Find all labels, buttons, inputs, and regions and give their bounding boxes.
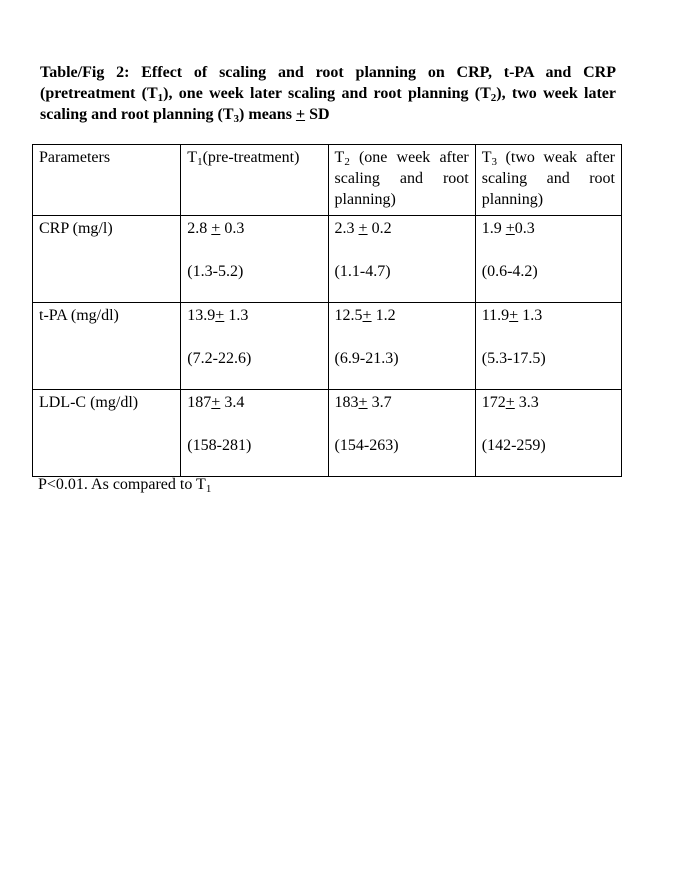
header-parameters (33, 145, 181, 216)
plus-minus-sign: + (211, 220, 221, 237)
sd-value: 3.7 (367, 394, 392, 411)
header-t3-text: (two weak after scaling and root planning) (481, 149, 615, 208)
plus-minus-sign: + (509, 307, 519, 324)
mean-sd (335, 305, 469, 326)
row-parameter (33, 390, 181, 477)
range-value: (158-281) (187, 437, 252, 454)
cell-t3 (475, 390, 621, 477)
table-row (33, 216, 622, 303)
caption-plus-minus: + (295, 106, 306, 123)
mean-sd (482, 305, 615, 326)
cell-t1 (181, 216, 328, 303)
mean-value: 172 (481, 394, 506, 411)
header-t3 (475, 145, 621, 216)
cell-t3 (475, 216, 621, 303)
row-parameter (33, 216, 181, 303)
header-t2-text: (one week after scaling and root planning) (334, 149, 469, 208)
header-t2 (328, 145, 475, 216)
mean-sd (482, 392, 615, 413)
plus-minus-sign: + (505, 220, 515, 237)
mean-value: 2.3 (334, 220, 359, 237)
plus-minus-sign: + (362, 307, 372, 324)
caption-text-3: ), two week later scaling and root planning (T (40, 85, 616, 123)
mean-sd (335, 218, 469, 239)
caption-subscript-2: 2 (490, 92, 497, 104)
mean-value: 1.9 (481, 220, 506, 237)
mean-value: 183 (334, 394, 359, 411)
range-value: (1.3-5.2) (187, 263, 244, 280)
plus-minus-sign: + (215, 307, 225, 324)
mean-sd (187, 218, 321, 239)
caption-subscript-1: 1 (157, 92, 164, 104)
range-value: (0.6-4.2) (481, 263, 538, 280)
plus-minus-sign: + (505, 394, 515, 411)
sd-value: 1.3 (518, 307, 543, 324)
range-value: (7.2-22.6) (187, 350, 252, 367)
row-parameter (33, 303, 181, 390)
sd-value: 0.3 (220, 220, 245, 237)
caption-subscript-3: 3 (233, 113, 240, 125)
table-caption (40, 62, 616, 125)
parameter-label: CRP (mg/l) (39, 220, 113, 237)
cell-t3 (475, 303, 621, 390)
table-row (33, 303, 622, 390)
range-value: (6.9-21.3) (334, 350, 399, 367)
range-value: (142-259) (481, 437, 546, 454)
cell-t1 (181, 390, 328, 477)
header-parameters-label: Parameters (39, 149, 111, 166)
plus-minus-sign: + (211, 394, 221, 411)
header-t1 (181, 145, 328, 216)
header-t2-sub: 2 (344, 156, 350, 168)
range-value: (1.1-4.7) (334, 263, 391, 280)
sd-value: 1.3 (224, 307, 249, 324)
parameter-label: t-PA (mg/dl) (39, 307, 119, 324)
range-value: (154-263) (334, 437, 399, 454)
caption-text-2: ), one week later scaling and root planning (T (163, 85, 491, 102)
mean-value: 12.5 (334, 307, 363, 324)
table-footnote (38, 476, 211, 494)
sd-value: 3.4 (220, 394, 245, 411)
footnote-text: P<0.01. As compared to T (38, 476, 206, 493)
header-t3-letter: T (481, 149, 492, 166)
cell-t1 (181, 303, 328, 390)
results-table (32, 144, 622, 477)
sd-value: 1.2 (371, 307, 396, 324)
table-header-row (33, 145, 622, 216)
mean-value: 2.8 (187, 220, 212, 237)
header-t1-text: (pre-treatment) (202, 149, 300, 166)
mean-value: 11.9 (481, 307, 510, 324)
caption-text-5: SD (305, 106, 330, 123)
parameter-label: LDL-C (mg/dl) (39, 394, 139, 411)
sd-value: 3.3 (514, 394, 539, 411)
mean-sd (335, 392, 469, 413)
cell-t2 (328, 303, 475, 390)
mean-value: 187 (187, 394, 212, 411)
table-row (33, 390, 622, 477)
cell-t2 (328, 216, 475, 303)
plus-minus-sign: + (358, 220, 368, 237)
caption-text-1: Table/Fig 2: Effect of scaling and root planning on CRP, t-PA and CRP (pretreatment (T (40, 64, 616, 102)
caption-text-4: ) means (239, 106, 296, 123)
range-value: (5.3-17.5) (481, 350, 546, 367)
cell-t2 (328, 390, 475, 477)
mean-sd (482, 218, 615, 239)
header-t2-letter: T (334, 149, 345, 166)
header-t1-sub: 1 (197, 156, 203, 168)
footnote-subscript: 1 (205, 483, 212, 495)
header-t1-letter: T (187, 149, 198, 166)
sd-value: 0.3 (514, 220, 535, 237)
plus-minus-sign: + (358, 394, 368, 411)
sd-value: 0.2 (367, 220, 392, 237)
mean-sd (187, 392, 321, 413)
header-t3-sub: 3 (491, 156, 498, 168)
mean-value: 13.9 (187, 307, 216, 324)
mean-sd (187, 305, 321, 326)
